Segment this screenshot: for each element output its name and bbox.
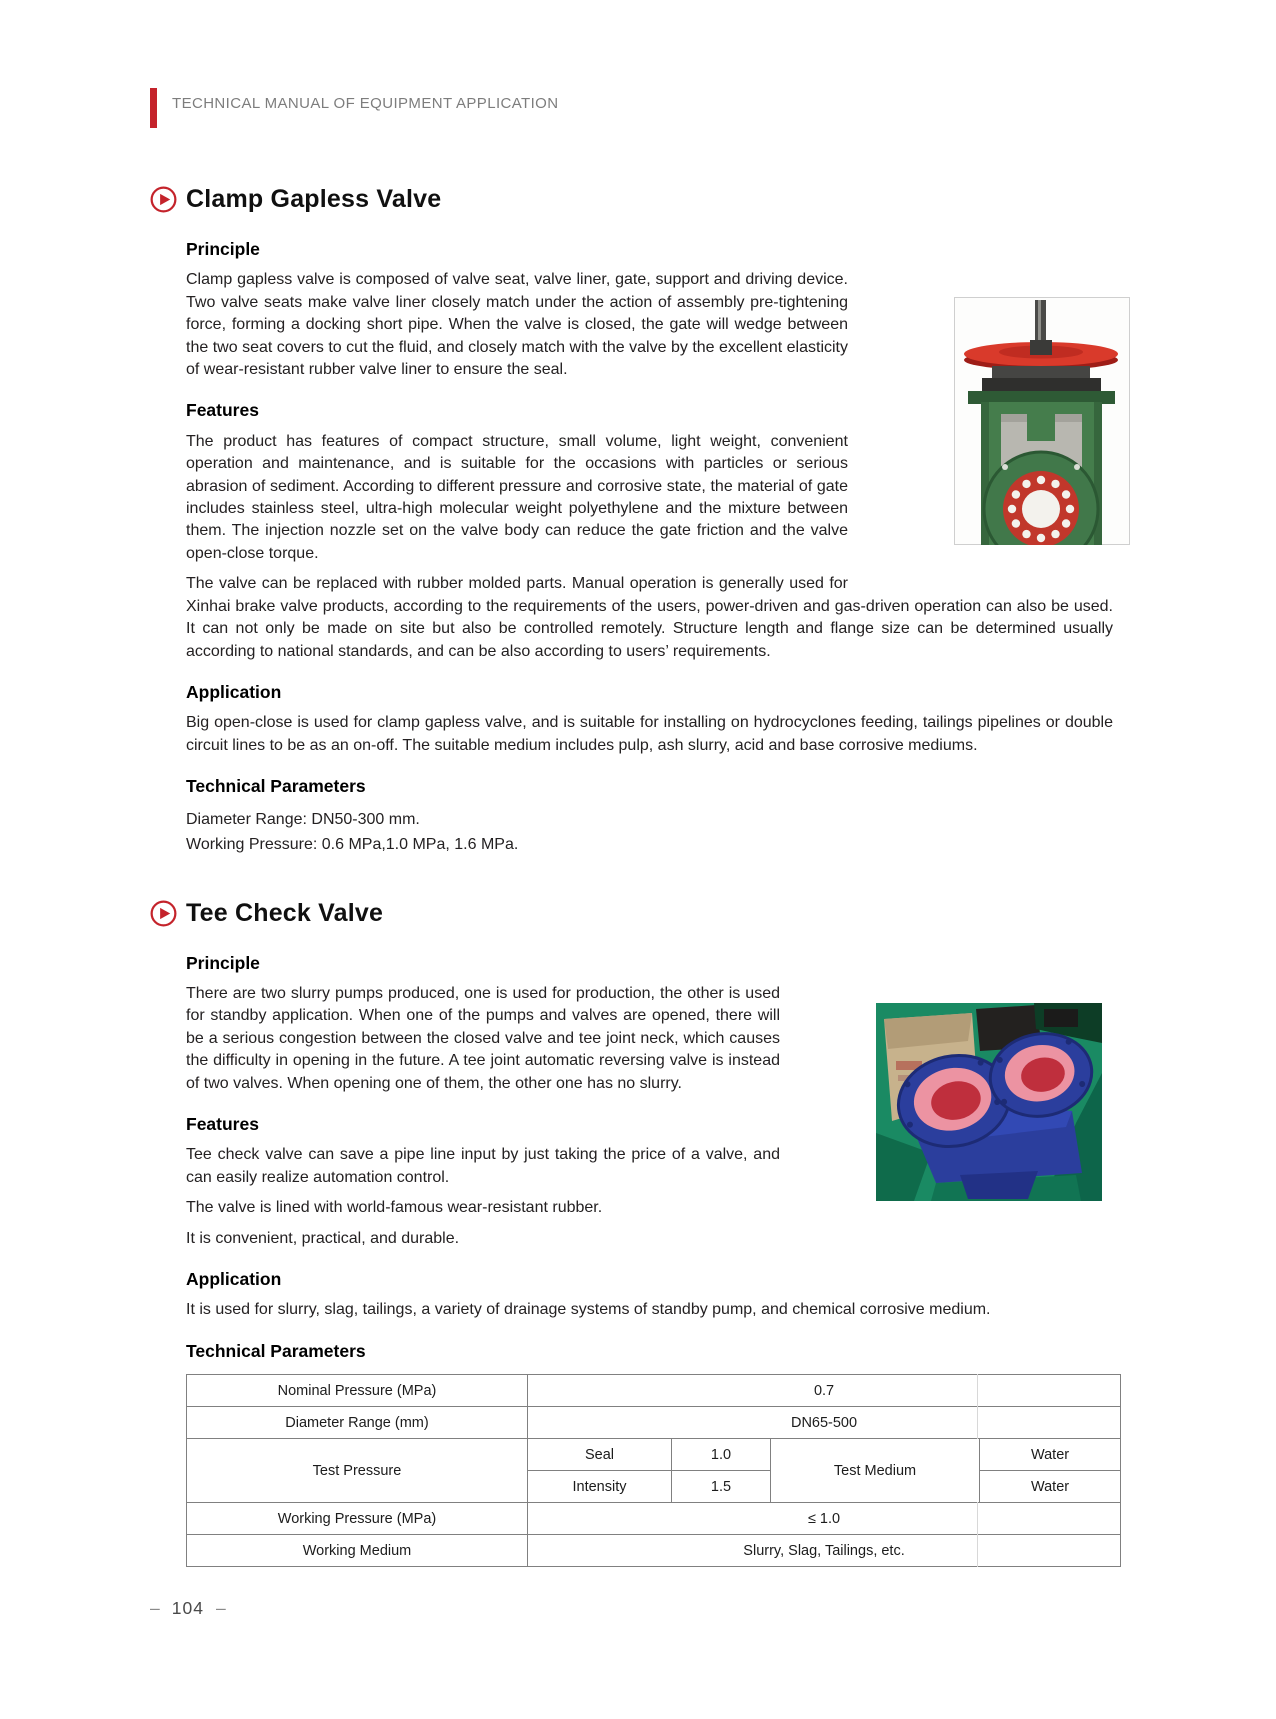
heading-application: Application bbox=[186, 681, 282, 702]
section-body bbox=[186, 952, 1113, 1568]
section-clamp-gapless-valve bbox=[150, 185, 1115, 857]
footer-dash-left: – bbox=[150, 1598, 160, 1618]
cell-working-medium-value: Slurry, Slag, Tailings, etc. bbox=[528, 1535, 1121, 1567]
table-row bbox=[187, 1535, 1121, 1567]
doc-header bbox=[150, 88, 558, 128]
working-pressure-line: Working Pressure: 0.6 MPa,1.0 MPa, 1.6 MPa. bbox=[186, 835, 519, 853]
clamp-principle-text: Clamp gapless valve is composed of valve seat, valve liner, gate, support and driving device. Two valve seats make valve liner closely match under the action of assembly pre-tightening force, forming a docking short pipe. When the valve is closed, the gate will wedge between the two seat covers to cut the fluid, and closely match with the valve by the excellent elasticity of wear-resistant rubber valve liner to ensure the seal. bbox=[186, 271, 848, 379]
heading-technical-parameters: Technical Parameters bbox=[186, 776, 366, 797]
clamp-features-text-2: The valve can be replaced with rubber molded parts. Manual operation is generally used for Xinhai brake valve products, according to the requirements of the users, power-driven and gas-driven operation can also be used. It can not only be made on site but also be controlled remotely. Structure length and flange size can be determined usually according to national standards, and can be also according to users’ requirements. bbox=[186, 575, 1113, 660]
clamp-application-text: Big open-close is used for clamp gapless valve, and is suitable for installing on hydrocyclones feeding, tailings pipelines or double circuit lines to be as an on-off. The suitable medium includes pulp, ash slurry, acid and base corrosive mediums. bbox=[186, 714, 1113, 754]
section-tee-check-valve bbox=[150, 899, 1115, 1568]
tee-features-text-1: Tee check valve can save a pipe line input by just taking the price of a valve, and can easily realize automation control. bbox=[186, 1146, 780, 1186]
cell-nominal-pressure-value: 0.7 bbox=[528, 1375, 1121, 1407]
cell-test-medium-label: Test Medium bbox=[771, 1439, 980, 1503]
cell-test-medium-water-2: Water bbox=[980, 1471, 1121, 1503]
diameter-range-line: Diameter Range: DN50-300 mm. bbox=[186, 810, 420, 828]
section-title-row bbox=[150, 185, 1115, 214]
section-title-row bbox=[150, 899, 1115, 928]
heading-technical-parameters: Technical Parameters bbox=[186, 1340, 366, 1361]
cell-diameter-range-label: Diameter Range (mm) bbox=[187, 1407, 528, 1439]
tee-features-text-3: It is convenient, practical, and durable. bbox=[186, 1229, 460, 1247]
clamp-technical-parameters bbox=[186, 807, 1113, 857]
cell-working-medium-label: Working Medium bbox=[187, 1535, 528, 1567]
heading-application: Application bbox=[186, 1269, 282, 1289]
table-row bbox=[187, 1375, 1121, 1407]
heading-principle: Principle bbox=[186, 952, 260, 973]
heading-principle: Principle bbox=[186, 239, 260, 259]
play-circle-icon bbox=[150, 186, 177, 213]
section-title: Clamp Gapless Valve bbox=[186, 185, 442, 213]
table-row bbox=[187, 1503, 1121, 1535]
cell-intensity-label: Intensity bbox=[528, 1471, 672, 1503]
technical-parameters-table bbox=[186, 1374, 1121, 1567]
page-number bbox=[150, 1598, 226, 1619]
cell-diameter-range-value: DN65-500 bbox=[528, 1407, 1121, 1439]
cell-seal-label: Seal bbox=[528, 1439, 672, 1471]
section-body bbox=[186, 238, 1113, 857]
header-title: TECHNICAL MANUAL OF EQUIPMENT APPLICATION bbox=[172, 95, 559, 112]
page-content bbox=[150, 185, 1115, 1567]
cell-test-pressure-label: Test Pressure bbox=[187, 1439, 528, 1503]
tee-application-text: It is used for slurry, slag, tailings, a variety of drainage systems of standby pump, and chemical corrosive medium. bbox=[186, 1301, 991, 1319]
footer-dash-right: – bbox=[215, 1598, 226, 1618]
play-circle-icon bbox=[150, 900, 177, 927]
table-row bbox=[187, 1407, 1121, 1439]
cell-working-pressure-label: Working Pressure (MPa) bbox=[187, 1503, 528, 1535]
heading-features: Features bbox=[186, 400, 259, 421]
clamp-gapless-valve-photo bbox=[954, 297, 1130, 545]
tee-features-text-2: The valve is lined with world-famous wear-resistant rubber. bbox=[186, 1199, 603, 1217]
cell-test-medium-water-1: Water bbox=[980, 1439, 1121, 1471]
footer-page-number: 104 bbox=[171, 1598, 204, 1618]
header-accent-bar bbox=[150, 88, 157, 128]
tee-check-valve-photo bbox=[876, 1003, 1102, 1201]
cell-seal-value: 1.0 bbox=[672, 1439, 771, 1471]
cell-working-pressure-value: ≤ 1.0 bbox=[528, 1503, 1121, 1535]
cell-intensity-value: 1.5 bbox=[672, 1471, 771, 1503]
clamp-features-text-1: The product has features of compact structure, small volume, light weight, convenient operation and maintenance, and is suitable for the occasions with particles or serious abrasion of sediment. According to different pressure and corrosive state, the material of gate includes stainless steel, ultra-high molecular weight polyethylene and the mixture between them. The injection nozzle set on the valve body can reduce the gate friction and the valve open-close torque. bbox=[186, 432, 848, 562]
cell-nominal-pressure-label: Nominal Pressure (MPa) bbox=[187, 1375, 528, 1407]
table-row bbox=[187, 1439, 1121, 1471]
tee-principle-text: There are two slurry pumps produced, one is used for production, the other is used for standby application. When one of the pumps and valves are opened, there will be a serious congestion between the closed valve and tee joint neck, which causes the difficulty in opening in the future. A tee joint automatic reversing valve is instead of two valves. When opening one of them, the other one has no slurry. bbox=[186, 984, 780, 1092]
heading-features: Features bbox=[186, 1113, 259, 1134]
section-title: Tee Check Valve bbox=[186, 898, 384, 927]
